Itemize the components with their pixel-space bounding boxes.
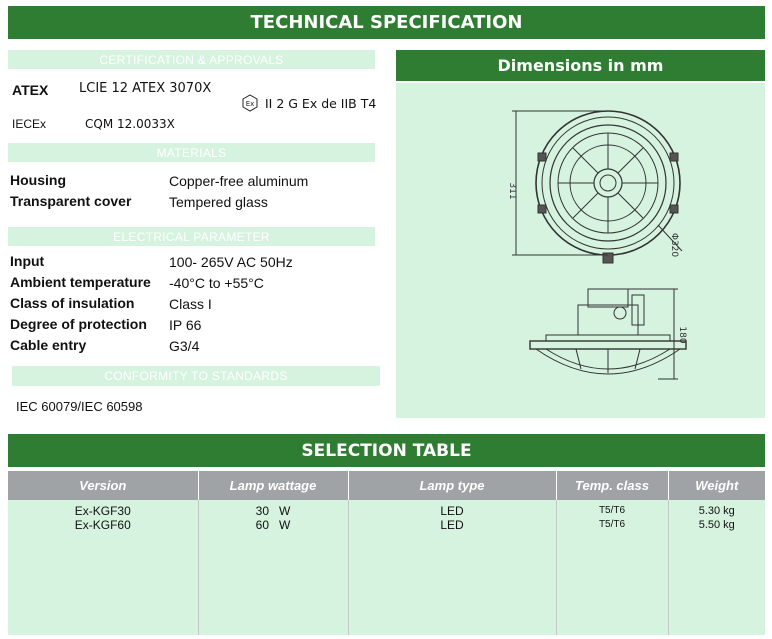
temp-class-cell <box>556 500 668 635</box>
housing-value: Copper-free aluminum <box>169 173 309 189</box>
class-of-insulation-label: Class of insulation <box>10 295 135 311</box>
degree-of-protection-value: IP 66 <box>169 317 202 333</box>
section-certification-header: CERTIFICATION & APPROVALS <box>8 50 375 69</box>
atex-marking: II 2 G Ex de IIB T4 <box>265 96 377 111</box>
table-row <box>8 500 765 635</box>
section-materials-header: MATERIALS <box>8 143 375 162</box>
dimensions-title: Dimensions in mm <box>396 50 765 81</box>
degree-of-protection-label: Degree of protection <box>10 316 147 332</box>
temp-class-value: T5/T6 <box>598 519 626 530</box>
selection-table <box>8 471 765 635</box>
section-conformity-header: CONFORMITY TO STANDARDS <box>12 366 380 386</box>
conformity-value: IEC 60079/IEC 60598 <box>16 399 143 414</box>
ambient-temperature-value: -40°C to +55°C <box>169 275 264 291</box>
ambient-temperature-label: Ambient temperature <box>10 274 151 290</box>
iecex-label: IECEx <box>12 117 47 131</box>
cable-entry-value: G3/4 <box>169 338 200 354</box>
dimension-diameter: Φ320 <box>669 232 679 258</box>
weight-value: 5.30 kg <box>698 505 735 517</box>
lamp-type-value: LED <box>440 518 464 532</box>
lamp-type-value: LED <box>440 504 464 518</box>
selection-table-title: SELECTION TABLE <box>8 434 765 467</box>
class-of-insulation-value: Class I <box>169 296 212 312</box>
lamp-dimension-drawing <box>396 83 765 418</box>
column-weight: Weight <box>668 471 765 500</box>
weight-value: 5.50 kg <box>698 519 735 531</box>
column-lamp-wattage: Lamp wattage <box>198 471 348 500</box>
dimension-height-side: 180 <box>677 326 687 344</box>
column-lamp-type: Lamp type <box>348 471 556 500</box>
atex-label: ATEX <box>12 82 49 98</box>
transparent-cover-label: Transparent cover <box>10 193 132 209</box>
version-value: Ex-KGF60 <box>74 518 131 532</box>
housing-label: Housing <box>10 172 66 188</box>
version-value: Ex-KGF30 <box>74 504 131 518</box>
wattage-cell <box>198 500 348 635</box>
column-temp-class: Temp. class <box>556 471 668 500</box>
weight-cell <box>668 500 765 635</box>
ex-hexagon-icon <box>241 94 259 112</box>
lamp-type-cell <box>348 500 556 635</box>
input-value: 100- 265V AC 50Hz <box>169 254 293 270</box>
page-title: TECHNICAL SPECIFICATION <box>8 6 765 39</box>
section-electrical-header: ELECTRICAL PARAMETER <box>8 227 375 246</box>
table-header-row <box>8 471 765 500</box>
wattage-value: 60 W <box>255 518 291 532</box>
svg-text:Ex: Ex <box>245 100 255 108</box>
atex-value: LCIE 12 ATEX 3070X <box>79 81 212 96</box>
temp-class-value: T5/T6 <box>598 505 626 516</box>
dimension-height-top: 311 <box>507 182 517 200</box>
cable-entry-label: Cable entry <box>10 337 87 353</box>
column-version: Version <box>8 471 198 500</box>
iecex-value: CQM 12.0033X <box>85 117 175 131</box>
version-cell <box>8 500 198 635</box>
input-label: Input <box>10 253 45 269</box>
transparent-cover-value: Tempered glass <box>169 194 268 210</box>
wattage-value: 30 W <box>255 504 291 518</box>
